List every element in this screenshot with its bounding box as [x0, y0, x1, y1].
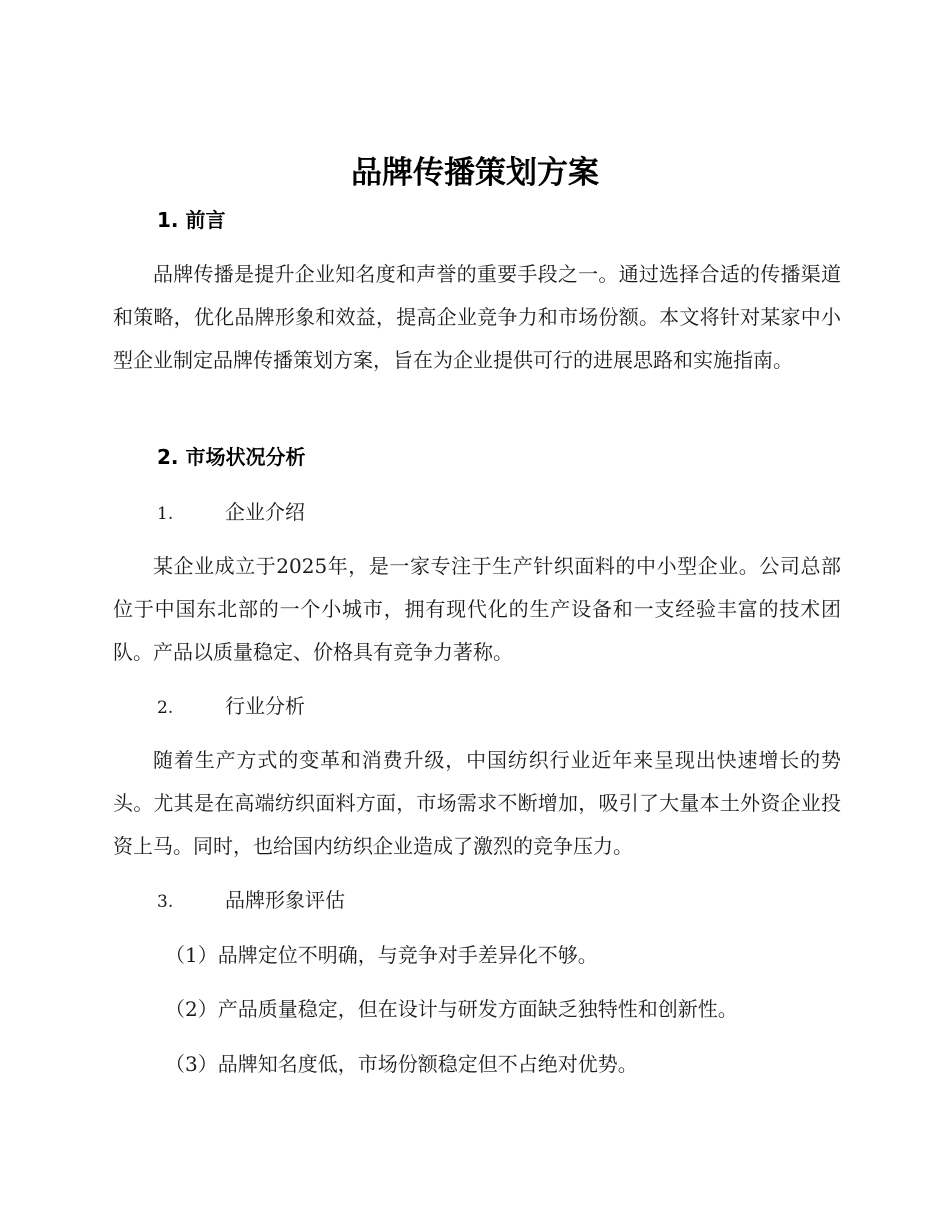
list-item: （2）产品质量稳定，但在设计与研发方面缺乏独特性和创新性。 — [165, 997, 738, 1021]
subsection-title: 行业分析 — [225, 694, 305, 718]
subsection-number: 3. — [157, 892, 174, 912]
subsection-company-intro — [157, 497, 305, 529]
subsection-title: 品牌形象评估 — [225, 888, 345, 912]
section-heading-market-analysis: 2. 市场状况分析 — [157, 445, 306, 469]
company-intro-paragraph: 某企业成立于2025年，是一家专注于生产针织面料的中小型企业。公司总部位于中国东北部的一个小城市，拥有现代化的生产设备和一支经验丰富的技术团队。产品以质量稳定、价格具有竞争力著称。 — [113, 554, 841, 664]
industry-analysis-paragraph: 随着生产方式的变革和消费升级，中国纺织行业近年来呈现出快速增长的势头。尤其是在高端纺织面料方面，市场需求不断增加，吸引了大量本土外资企业投资上马。同时，也给国内纺织企业造成了激烈的竞争压力。 — [113, 748, 841, 858]
subsection-industry-analysis — [157, 691, 305, 723]
list-item: （1）品牌定位不明确，与竞争对手差异化不够。 — [165, 943, 598, 967]
list-item: （3）品牌知名度低，市场份额稳定但不占绝对优势。 — [165, 1052, 638, 1076]
subsection-brand-assessment — [157, 885, 345, 917]
subsection-title: 企业介绍 — [225, 500, 305, 524]
subsection-number: 2. — [157, 698, 174, 718]
document-title: 品牌传播策划方案 — [351, 155, 599, 191]
subsection-number: 1. — [157, 504, 174, 524]
preface-paragraph: 品牌传播是提升企业知名度和声誉的重要手段之一。通过选择合适的传播渠道和策略，优化品牌形象和效益，提高企业竞争力和市场份额。本文将针对某家中小型企业制定品牌传播策划方案，旨在为企业提供可行的进展思路和实施指南。 — [113, 262, 841, 372]
section-heading-preface: 1. 前言 — [157, 208, 226, 232]
